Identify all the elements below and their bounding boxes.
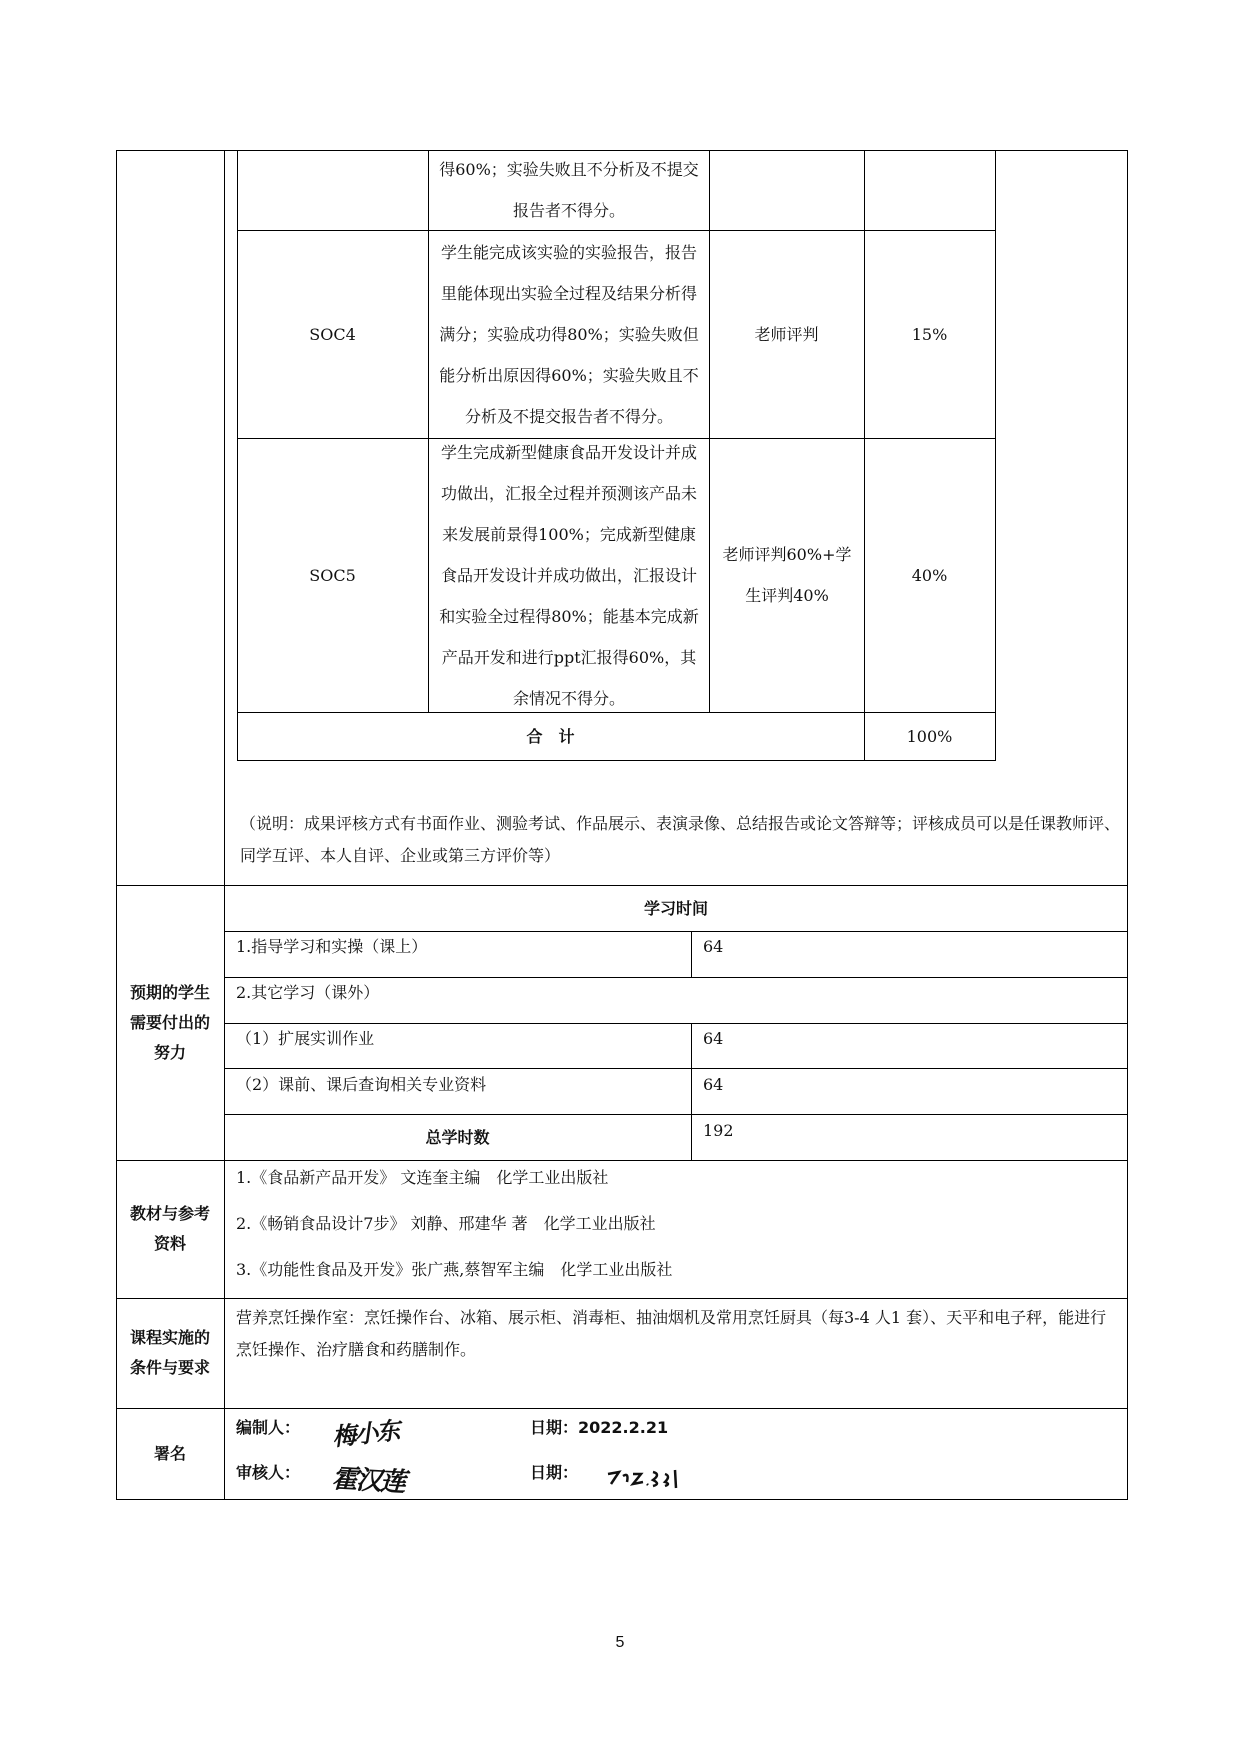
effort-item: （2）课前、课后查询相关专业资料: [236, 1075, 487, 1094]
criteria-cell: 学生能完成该实验的实验报告，报告里能体现出实验全过程及结果分析得满分；实验成功得80%；实验失败但能分析出原因得60%；实验失败且不分析及不提交报告者不得分。: [439, 242, 699, 426]
total-label: 合 计: [526, 726, 575, 746]
criteria-cell: 得60%；实验失败且不分析及不提交报告者不得分。: [439, 160, 699, 220]
editor-signature: 梅小东: [330, 1415, 400, 1452]
border: [691, 1023, 692, 1160]
border: [224, 977, 1128, 978]
total-weight: 100%: [906, 726, 953, 746]
border: [224, 1068, 1128, 1069]
border: [116, 1160, 1128, 1161]
effort-label: 预期的学生需要付出的努力: [129, 982, 210, 1062]
code-cell: SOC4: [309, 324, 356, 344]
date-handwritten: [605, 1466, 685, 1496]
effort-hours: 64: [703, 1075, 724, 1094]
border: [116, 1408, 1128, 1409]
conditions-label: 课程实施的条件与要求: [130, 1328, 211, 1377]
effort-hours: 64: [703, 937, 724, 956]
code-cell: SOC5: [309, 565, 356, 585]
effort-item: （1）扩展实训作业: [236, 1029, 375, 1048]
assessment-note: （说明：成果评核方式有书面作业、测验考试、作品展示、表演录像、总结报告或论文答辩等；评核成员可以是任课教师评、同学互评、本人自评、企业或第三方评价等）: [240, 814, 1121, 865]
criteria-cell: 学生完成新型健康食品开发设计并成功做出，汇报全过程并预测该产品未来发展前景得100%；完成新型健康食品开发设计并成功做出，汇报设计和实验全过程得80%；能基本完成新产品开发和进行ppt汇报得60%，其余情况不得分。: [439, 442, 699, 708]
reviewer-label: 审核人：: [236, 1463, 301, 1482]
page-number: 5: [615, 1633, 625, 1651]
material-item: 1.《食品新产品开发》 文连奎主编 化学工业出版社: [236, 1168, 609, 1187]
materials-label: 教材与参考资料: [130, 1204, 211, 1253]
method-cell: 老师评判60%+学生评判40%: [722, 545, 852, 605]
material-item: 2.《畅销食品设计7步》 刘静、邢建华 著 化学工业出版社: [236, 1214, 656, 1233]
border: [428, 150, 429, 712]
border: [691, 931, 692, 977]
effort-item: 2.其它学习（课外）: [236, 983, 380, 1002]
reviewer-signature: 霍汉莲: [331, 1464, 405, 1498]
border: [237, 760, 996, 761]
border: [224, 931, 1128, 932]
date1-label: 日期：2022.2.21: [530, 1418, 669, 1437]
effort-item: 1.指导学习和实操（课上）: [236, 937, 428, 956]
border: [116, 1298, 1128, 1299]
border: [224, 1023, 1128, 1024]
total-hours-label: 总学时数: [425, 1127, 490, 1147]
date2-label: 日期：: [530, 1463, 579, 1482]
editor-label: 编制人：: [236, 1418, 301, 1437]
border: [995, 150, 996, 761]
weight-cell: 15%: [911, 324, 948, 344]
weight-cell: 40%: [911, 565, 948, 585]
signature-label: 署名: [153, 1444, 186, 1463]
border: [116, 1499, 1128, 1500]
effort-header: 学习时间: [643, 898, 708, 918]
effort-hours: 64: [703, 1029, 724, 1048]
total-hours-value: 192: [703, 1121, 734, 1140]
method-cell: 老师评判: [754, 324, 819, 344]
material-item: 3.《功能性食品及开发》张广燕,蔡智军主编 化学工业出版社: [236, 1260, 673, 1279]
conditions-text: 营养烹饪操作室：烹饪操作台、冰箱、展示柜、消毒柜、抽油烟机及常用烹饪厨具（每3-4 人1 套）、天平和电子秤，能进行烹饪操作、治疗膳食和药膳制作。: [236, 1308, 1107, 1359]
